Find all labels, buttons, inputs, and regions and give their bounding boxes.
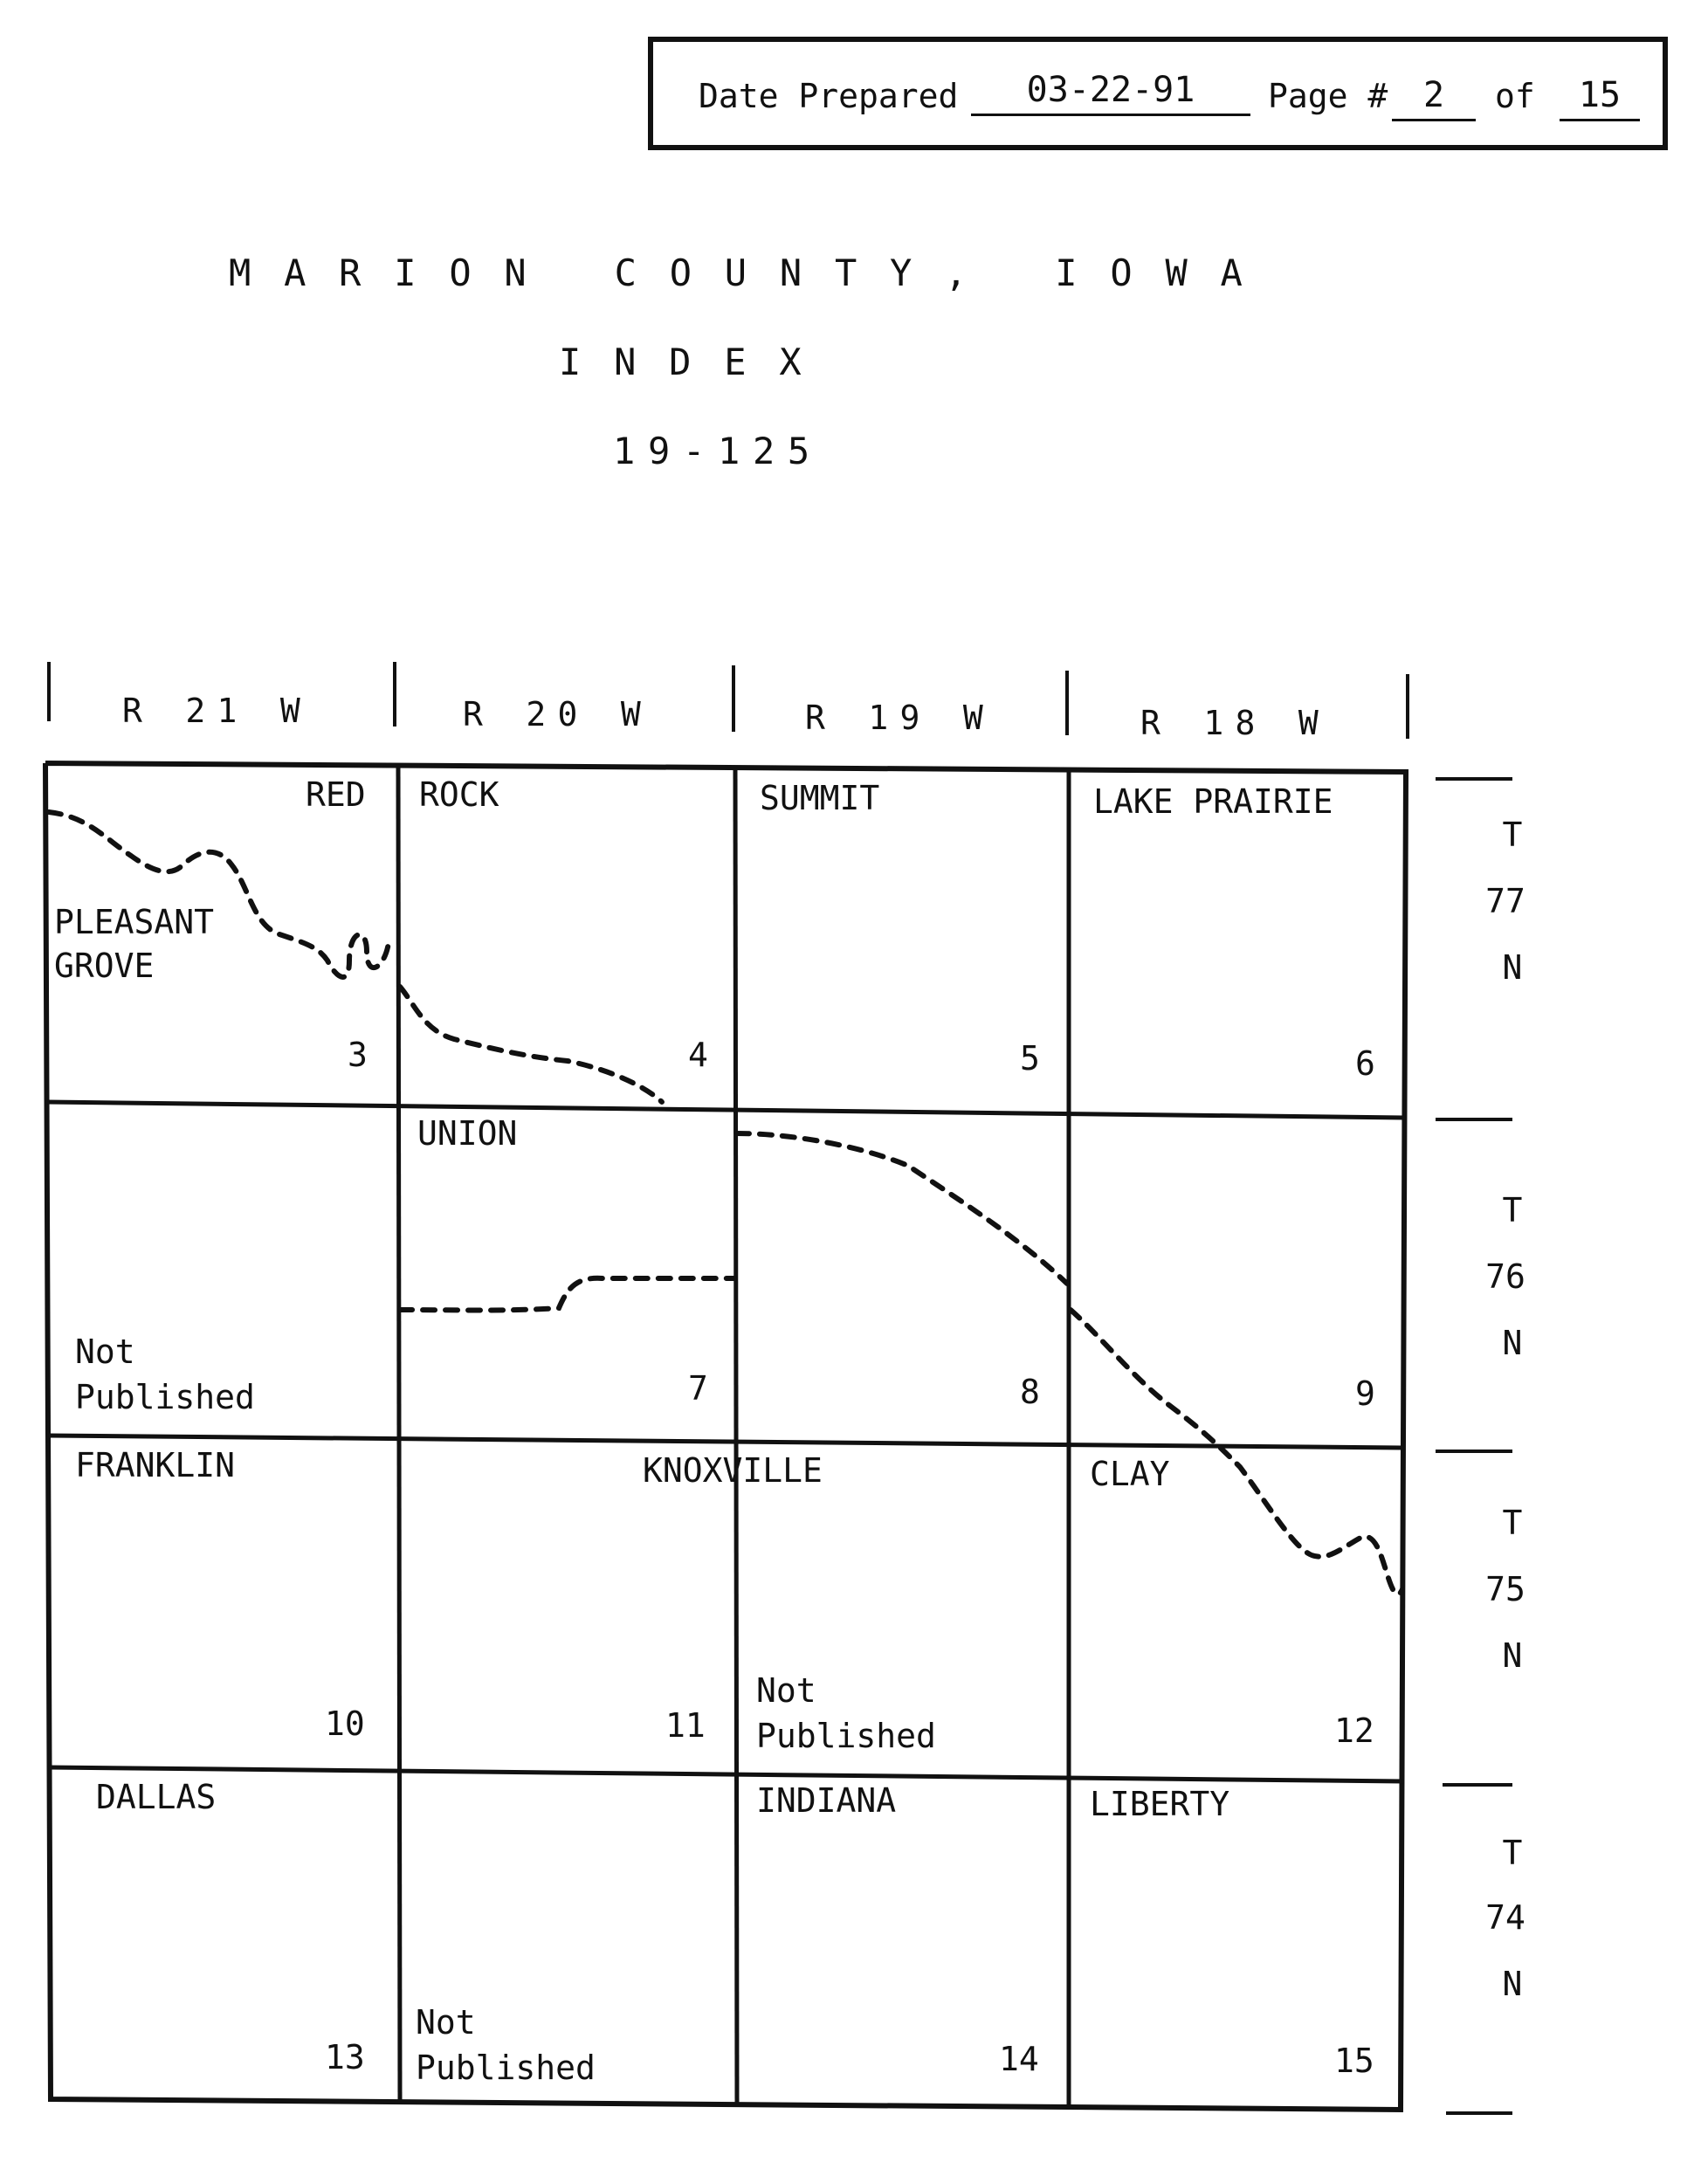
map-label-liberty: LIBERTY: [1090, 1785, 1230, 1823]
map-label-red: RED: [306, 775, 366, 814]
township-77-t: T: [1502, 816, 1523, 854]
not-published-note-3: Not: [416, 2003, 476, 2042]
map-label-lake-prairie: LAKE PRAIRIE: [1093, 782, 1333, 821]
range-label-r21w: R 21 W: [122, 692, 313, 730]
map-label-rock: ROCK: [419, 775, 499, 814]
not-published-note-2: Not: [756, 1671, 816, 1710]
not-published-note-1-line2: Published: [75, 1378, 255, 1416]
township-76-n: N: [1502, 1324, 1523, 1362]
township-75-num: 75: [1485, 1570, 1525, 1608]
of-label: of: [1495, 77, 1535, 115]
date-prepared-label: Date Prepared: [699, 77, 959, 115]
township-77-num: 77: [1485, 882, 1525, 920]
date-prepared-value: 03-22-91: [971, 70, 1250, 116]
township-74-num: 74: [1485, 1898, 1525, 1937]
sheet-number-11: 11: [665, 1706, 706, 1745]
index-code: 19-125: [613, 430, 823, 472]
map-label-dallas: DALLAS: [96, 1778, 217, 1816]
township-74-n: N: [1502, 1965, 1523, 2003]
map-label-pleasant: PLEASANT: [54, 903, 215, 941]
range-label-r19w: R 19 W: [805, 699, 995, 737]
township-74-t: T: [1502, 1834, 1523, 1872]
not-published-note-3-line2: Published: [416, 2049, 596, 2087]
township-77-n: N: [1502, 948, 1523, 987]
sheet-number-15: 15: [1334, 2042, 1374, 2080]
map-label-franklin: FRANKLIN: [75, 1446, 236, 1484]
map-label-clay: CLAY: [1090, 1455, 1170, 1493]
index-title: INDEX: [559, 341, 835, 383]
range-label-r20w: R 20 W: [463, 695, 653, 733]
township-76-t: T: [1502, 1191, 1523, 1229]
map-label-knoxville: KNOXVILLE: [643, 1451, 823, 1490]
township-76-num: 76: [1485, 1257, 1525, 1296]
map-label-indiana: INDIANA: [756, 1781, 897, 1820]
sheet-number-6: 6: [1355, 1044, 1375, 1083]
page-number-value: 2: [1392, 75, 1476, 121]
not-published-note-1: Not: [75, 1333, 135, 1371]
township-75-t: T: [1502, 1504, 1523, 1542]
sheet-number-14: 14: [999, 2040, 1039, 2078]
sheet-number-12: 12: [1334, 1711, 1374, 1750]
range-label-r18w: R 18 W: [1140, 704, 1331, 742]
sheet-number-3: 3: [348, 1036, 368, 1074]
page-label: Page #: [1268, 77, 1388, 115]
total-pages-value: 15: [1560, 75, 1640, 121]
sheet-number-8: 8: [1020, 1373, 1040, 1411]
map-label-grove: GROVE: [54, 947, 155, 985]
sheet-number-9: 9: [1355, 1374, 1375, 1413]
sheet-number-10: 10: [325, 1704, 365, 1743]
sheet-number-13: 13: [325, 2038, 365, 2076]
township-75-n: N: [1502, 1636, 1523, 1675]
map-label-union: UNION: [417, 1114, 518, 1153]
county-title: MARION COUNTY, IOWA: [229, 251, 1276, 294]
sheet-number-7: 7: [688, 1369, 708, 1408]
not-published-note-2-line2: Published: [756, 1717, 936, 1755]
map-label-summit: SUMMIT: [760, 779, 880, 817]
sheet-number-5: 5: [1020, 1039, 1040, 1078]
sheet-number-4: 4: [688, 1036, 708, 1074]
